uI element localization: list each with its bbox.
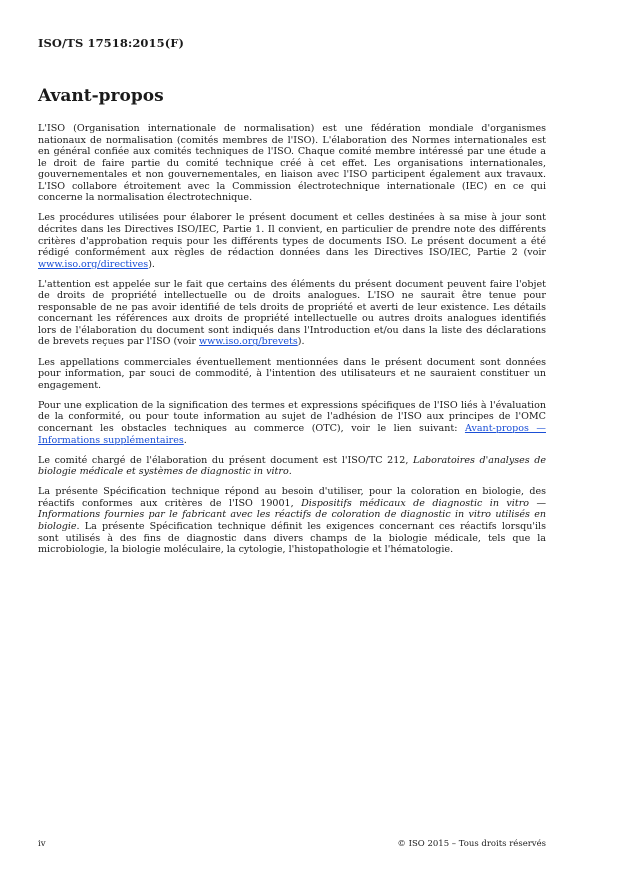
paragraph-iso-intro: L'ISO (Organisation internationale de normalisation) est une fédération mondiale d'organismes nationaux de normalisation (comités membres de l'ISO). L'élaboration des Normes internationales est en général confiée aux comités techniques de l'ISO. Chaque comité membre intéressé par une étude a le droit de faire partie du comité technique créé à cet effet. Les organisations internationales, gouvernementales et non gouvernementales, en liaison avec l'ISO participent également aux travaux. L'ISO collabore étroitement avec la Commission électrotechnique internationale (IEC) en ce qui concerne la normalisation électrotechnique. bbox=[38, 123, 546, 204]
paragraph-trade-names: Les appellations commerciales éventuellement mentionnées dans le présent document sont données pour information, par souci de commodité, à l'intention des utilisateurs et ne sauraient constituer un engagement. bbox=[38, 356, 546, 391]
paragraph-committee bbox=[38, 455, 546, 478]
paragraph-text: ). bbox=[148, 258, 155, 270]
paragraph-text: L'attention est appelée sur le fait que certains des éléments du présent document peuvent faire l'objet de droits de propriété intellectuelle ou de droits analogues. L'ISO ne saurait être tenue pour responsable de ne pas avoir identifié de tels droits de propriété et averti de leur existence. Les détails concernant les références aux droits de propriété intellectuelle ou autres droits analogues identifiés lors de l'élaboration du document sont indiqués dans l'Introduction et/ou dans la liste des déclarations de brevets reçues par l'ISO (voir bbox=[38, 278, 546, 348]
paragraph-text: . bbox=[288, 466, 292, 478]
committee-title: Laboratoires d'analyses de biologie médicale et systèmes de diagnostic in vitro bbox=[38, 454, 547, 478]
paragraph-text: Les procédures utilisées pour élaborer le présent document et celles destinées à sa mise à jour sont décrites dans les Directives ISO/IEC, Partie 1. Il convient, en particulier de prendre note des différents critères d'approbation requis pour les différents types de documents ISO. Le présent document a été rédigé conformément aux règles de rédaction données dans les Directives ISO/IEC, Partie 2 (voir bbox=[38, 212, 546, 259]
paragraph-text: Pour une explication de la signification des termes et expressions spécifiques de l'ISO liés à l'évaluation de la conformité, ou pour toute information au sujet de l'adhésion de l'ISO aux principes de l'OMC concernant les obstacles techniques au commerce (OTC), voir le lien suivant: bbox=[38, 399, 546, 434]
paragraph-text: La présente Spécification technique répond au besoin d'utiliser, pour la coloration en biologie, des réactifs conformes aux critères de l'ISO 19001, bbox=[38, 486, 546, 509]
page-footer bbox=[38, 839, 546, 849]
paragraph-patents bbox=[38, 279, 546, 348]
paragraph-text: . La présente Spécification technique définit les exigences concernant ces réactifs lorsqu'ils sont utilisés à des fins de diagnostic dans divers champs de la biologie médicale, tels que la microbiologie, la biologie moléculaire, la cytologie, l'histopathologie et l'hématologie. bbox=[38, 520, 546, 556]
page-title: Avant-propos bbox=[38, 86, 164, 106]
referenced-standard-title: Dispositifs médicaux de diagnostic in vitro — Informations fournies par le fabricant avec les réactifs de coloration de diagnostic in vitro utilisés en biologie bbox=[38, 497, 546, 532]
paragraph-text: Le comité chargé de l'élaboration du présent document est l'ISO/TC 212, bbox=[38, 454, 413, 466]
supplementary-info-link[interactable]: Avant-propos — Informations supplémentaires bbox=[38, 422, 546, 446]
directives-link[interactable]: www.iso.org/directives bbox=[38, 258, 149, 270]
paragraph-text: . bbox=[183, 434, 187, 446]
paragraph-conformity bbox=[38, 400, 546, 446]
paragraph-procedures bbox=[38, 212, 546, 270]
document-reference: ISO/TS 17518:2015(F) bbox=[38, 36, 185, 50]
paragraph-text: ). bbox=[297, 336, 305, 348]
paragraph-scope bbox=[38, 486, 546, 555]
foreword-body bbox=[38, 123, 546, 564]
patents-link[interactable]: www.iso.org/brevets bbox=[199, 336, 298, 348]
page-number: iv bbox=[38, 839, 46, 849]
copyright-notice: © ISO 2015 – Tous droits réservés bbox=[397, 839, 546, 849]
